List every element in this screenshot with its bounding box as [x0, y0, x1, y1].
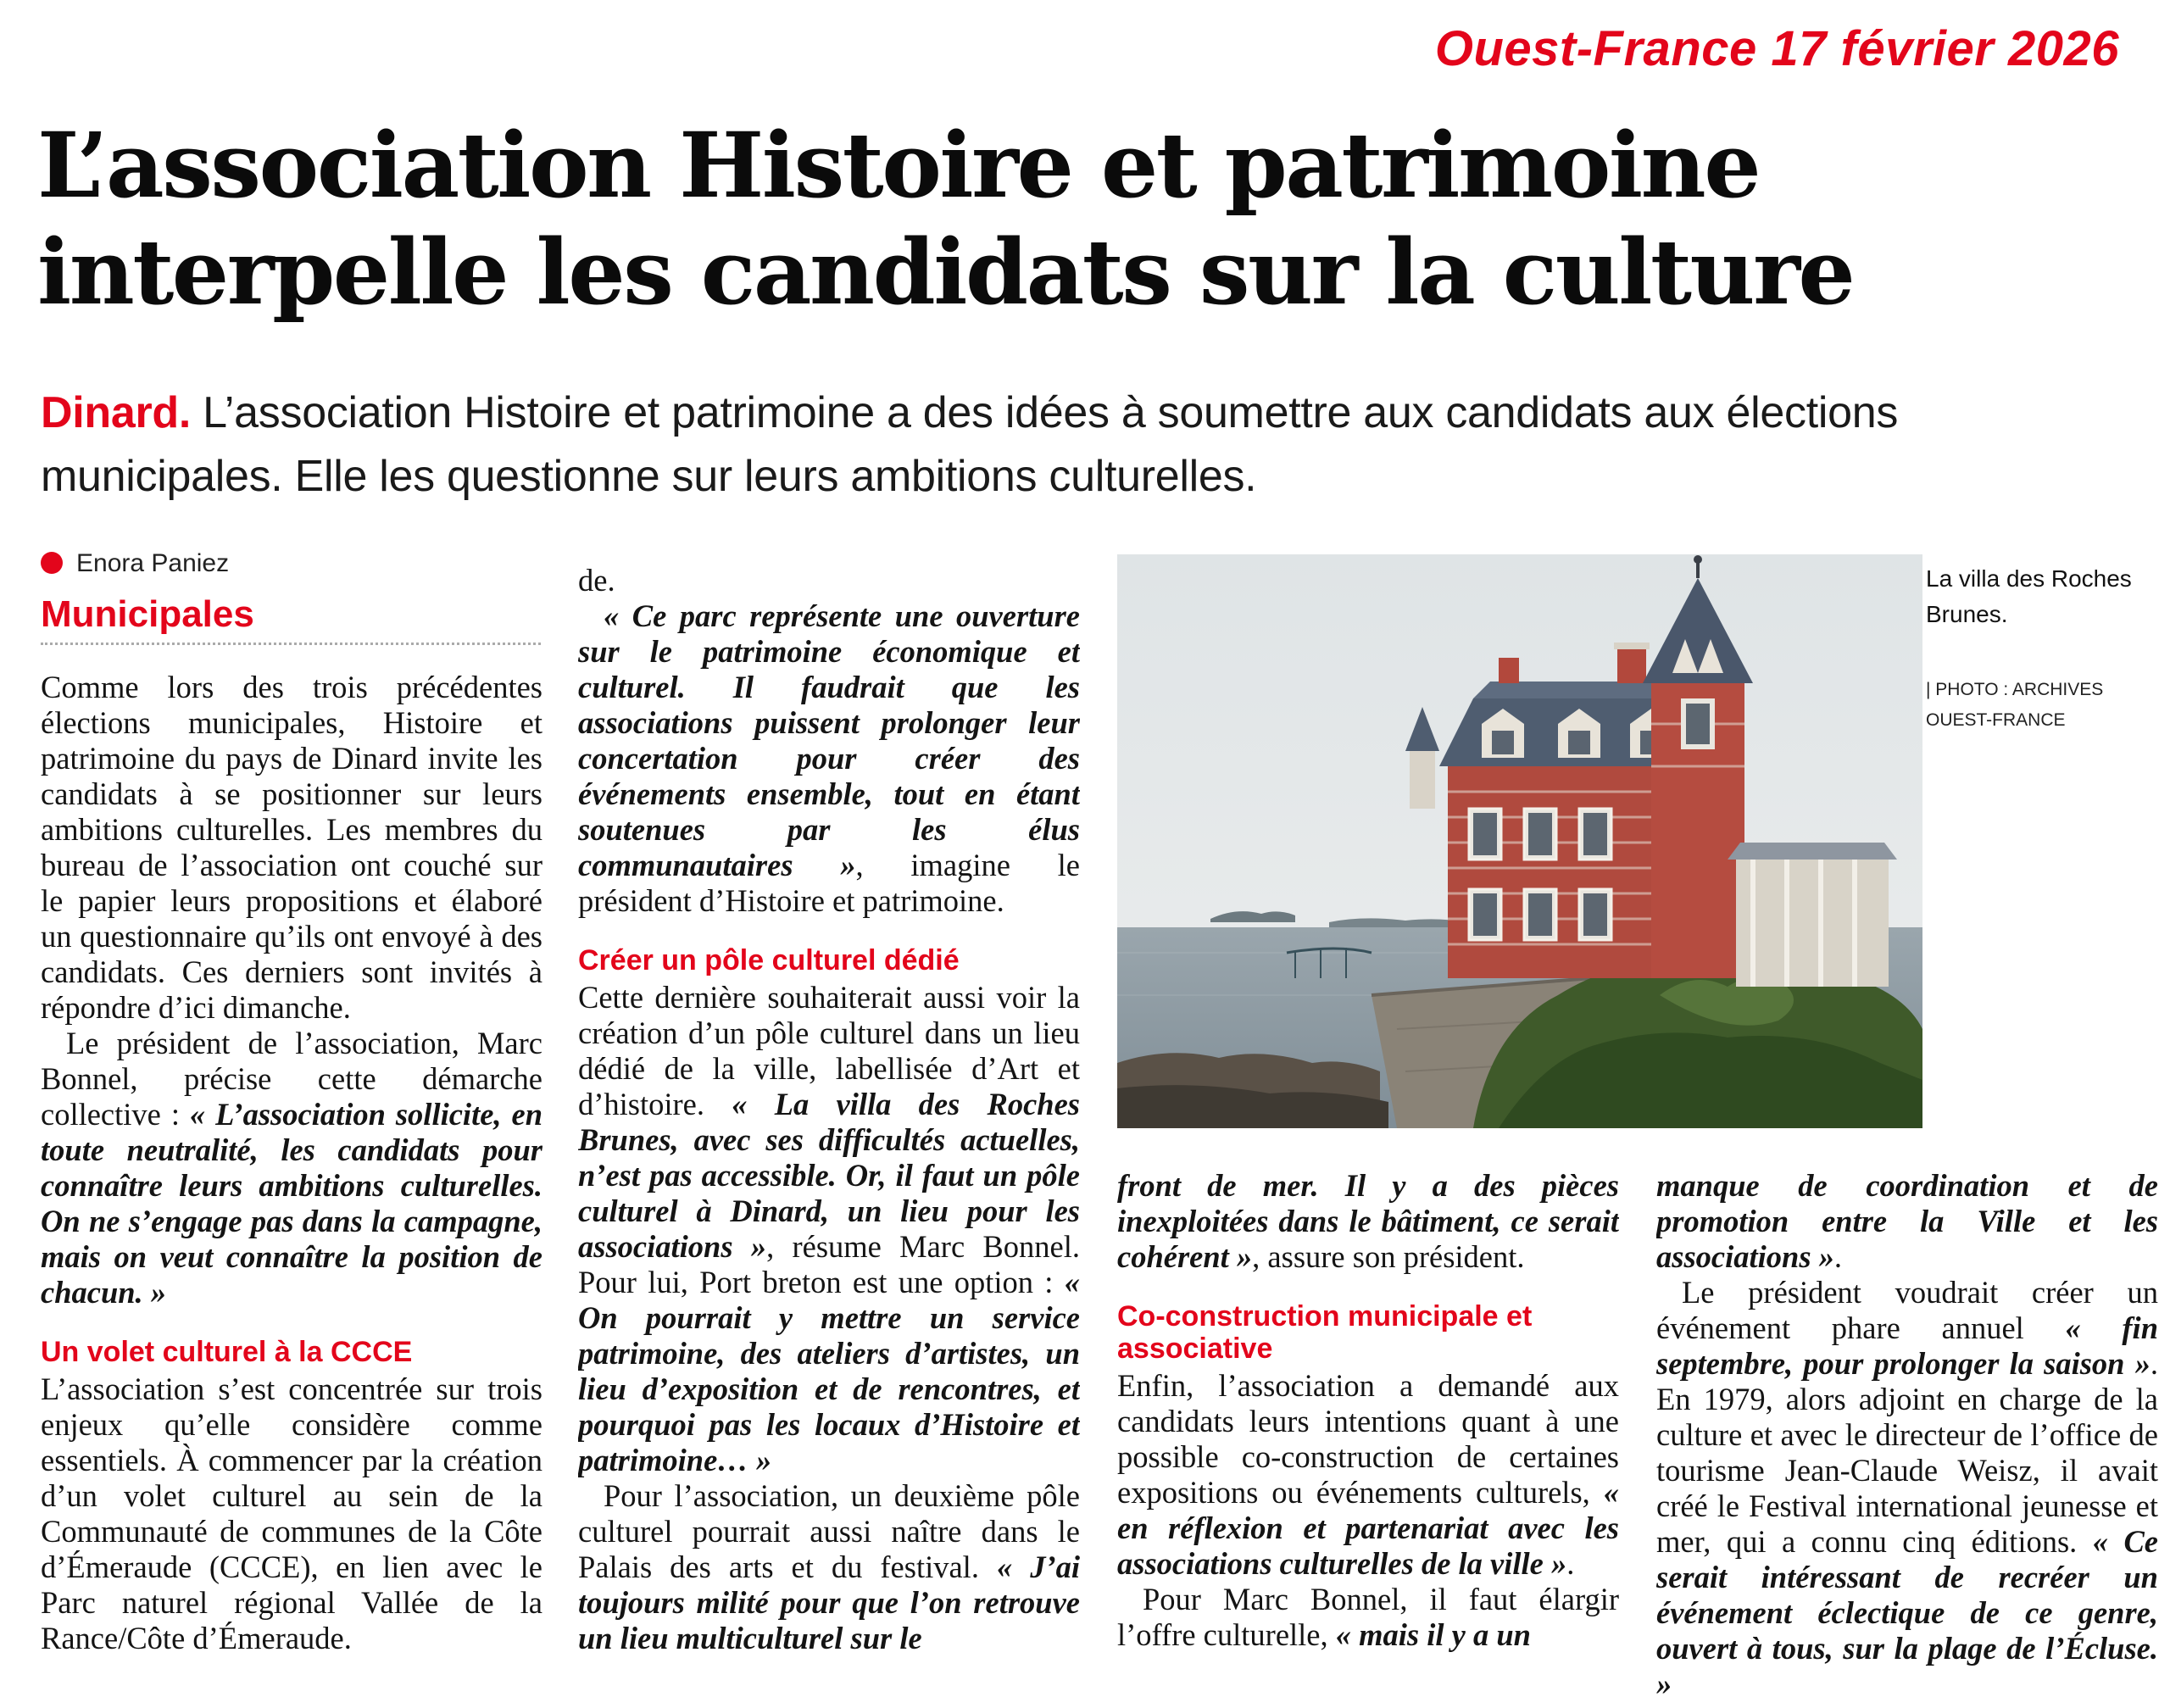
paragraph: Pour l’association, un deuxième pôle culturel pourrait aussi naître dans le Palais des arts et du festival. « J’ai toujours milité pour que l’on retrouve un lieu multiculturel sur le: [578, 1478, 1080, 1655]
villa-roches-brunes-image: [1117, 554, 1922, 1128]
villa-photo: [1117, 554, 1922, 1128]
subheading: Un volet culturel à la CCCE: [41, 1336, 413, 1368]
section-label: Municipales: [41, 593, 541, 645]
subheading: Créer un pôle culturel dédié: [578, 944, 960, 976]
quote: manque de coordination et de promotion entre la Ville et les associations »: [1656, 1168, 2158, 1274]
paragraph: manque de coordination et de promotion entre la Ville et les associations ».: [1656, 1168, 2158, 1274]
paragraph: Le président de l’association, Marc Bonnel, précise cette démarche collective : « L’association sollicite, en toute neutralité, les candidats pour connaître leurs ambitions culturelles. On ne s’engage pas dans la campagne, mais on veut connaître la position de chacun. »: [41, 1026, 542, 1310]
dateline-location: Dinard.: [41, 388, 192, 437]
paragraph: L’association s’est concentrée sur trois enjeux qu’elle considère comme essentiels. À commencer par la création d’un volet culturel au sein de la Communauté de communes de la Côte d’Émeraude (CCCE), en lien avec le Parc naturel régional Vallée de la Rance/Côte d’Émeraude.: [41, 1371, 542, 1655]
paragraph: Cette dernière souhaiterait aussi voir la création d’un pôle culturel dans un lieu dédié de la ville, labellisée d’Art et d’histoire. « La villa des Roches Brunes, avec ses difficultés actuelles, n’est pas accessible. Or, il faut un pôle culturel à Dinard, un lieu pour les associations », résume Marc Bonnel. Pour lui, Port breton est une option : « On pourrait y mettre un service patrimoine, des ateliers d’artistes, un lieu d’exposition et de rencontres, et pourquoi pas les locaux d’Histoire et patrimoine… »: [578, 980, 1080, 1477]
paragraph: Le président voudrait créer un événement phare annuel « fin septembre, pour prolonger la saison ». En 1979, alors adjoint en charge de la culture et avec le directeur de l’office de tourisme Jean-Claude Weisz, il avait créé le Festival international jeunesse et mer, qui a connu cinq éditions. « Ce serait intéressant de recréer un événement éclectique de ce genre, ouvert à tous, sur la plage de l’Écluse. »: [1656, 1275, 2158, 1701]
article-standfirst: [41, 381, 2126, 509]
paragraph: « Ce parc représente une ouverture sur le patrimoine économique et culturel. Il faudrait que les associations puissent prolonger leur concertation pour créer des événements ensemble, tout en étant soutenues par les élus communautaires », imagine le président d’Histoire et patrimoine.: [578, 598, 1080, 918]
article-column-2: [578, 563, 1080, 1708]
subheading: Co-construction municipale et associative: [1117, 1300, 1533, 1365]
photo-credit: | PHOTO : ARCHIVES OUEST-FRANCE: [1926, 680, 2104, 730]
paragraph: Comme lors des trois précédentes élections municipales, Histoire et patrimoine du pays de Dinard invite les candidats à se positionner sur leurs ambitions culturelles. Les membres du bureau de l’association ont couché sur le papier leurs propositions et élaboré un questionnaire qu’ils ont envoyé à des candidats. Ces derniers sont invités à répondre d’ici dimanche.: [41, 670, 542, 1025]
quote: « Ce serait intéressant de recréer un événement éclectique de ce genre, ouvert à tous, sur la plage de l’Écluse. »: [1656, 1524, 2158, 1701]
article-column-3: [1117, 1168, 1619, 1708]
newspaper-date-line: Ouest-France 17 février 2026: [1434, 21, 2119, 76]
quote: « L’association sollicite, en toute neutralité, les candidats pour connaître leurs ambitions culturelles. On ne s’engage pas dans la campagne, mais on veut connaître la position de chacun. »: [41, 1097, 542, 1310]
byline-bullet-icon: [41, 552, 63, 574]
quote: « mais il y a un: [1335, 1617, 1531, 1652]
paragraph: front de mer. Il y a des pièces inexploitées dans le bâtiment, ce serait cohérent », assure son président.: [1117, 1168, 1619, 1274]
article-headline: [37, 112, 2139, 325]
paragraph: Pour Marc Bonnel, il faut élargir l’offre culturelle, « mais il y a un: [1117, 1582, 1619, 1652]
standfirst-text: L’association Histoire et patrimoine a des idées à soumettre aux candidats aux élections municipales. Elle les questionne sur leurs ambitions culturelles.: [41, 388, 1899, 501]
quote: « Ce parc représente une ouverture sur le patrimoine économique et culturel. Il faudrait que les associations puissent prolonger leur concertation pour créer des événements ensemble, tout en étant soutenues par les élus communautaires »: [578, 598, 1080, 882]
quote: « On pourrait y mettre un service patrimoine, des ateliers d’artistes, un lieu d’exposition et de rencontres, et pourquoi pas les locaux d’Histoire et patrimoine… »: [578, 1265, 1080, 1477]
byline: [41, 549, 229, 578]
quote: front de mer. Il y a des pièces inexploitées dans le bâtiment, ce serait cohérent »: [1117, 1168, 1619, 1274]
quote: « J’ai toujours milité pour que l’on retrouve un lieu multiculturel sur le: [578, 1549, 1080, 1655]
headline-line-2: interpelle les candidats sur la culture: [37, 219, 1854, 325]
quote: « en réflexion et partenariat avec les associations culturelles de la ville »: [1117, 1475, 1619, 1581]
paragraph: de.: [578, 563, 615, 598]
photo-caption: La villa des Roches Brunes.: [1926, 565, 2132, 627]
quote: « La villa des Roches Brunes, avec ses difficultés actuelles, n’est pas accessible. Or, il faut un pôle culturel à Dinard, un lieu pour les associations »: [578, 1087, 1080, 1264]
author-name: Enora Paniez: [76, 549, 230, 577]
headline-line-1: L’association Histoire et patrimoine: [37, 112, 1760, 218]
paragraph: Enfin, l’association a demandé aux candidats leurs intentions quant à une possible co-construction de certaines expositions ou événements culturels, « en réflexion et partenariat avec les associations culturelles de la ville ».: [1117, 1368, 1619, 1581]
quote: « fin septembre, pour prolonger la saison »: [1656, 1310, 2158, 1381]
article-column-1: [41, 670, 542, 1708]
article-column-4: [1656, 1168, 2158, 1708]
